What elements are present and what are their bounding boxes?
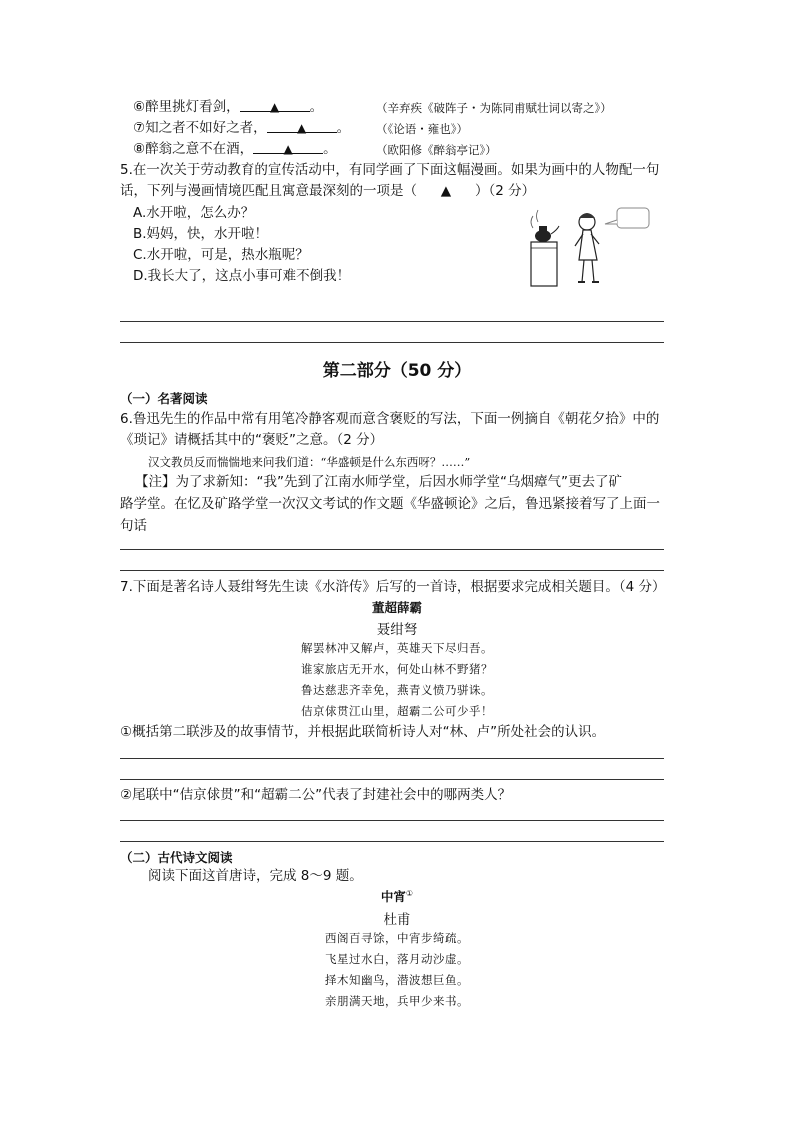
q5-option-d[interactable]: D.我长大了，这点小事可难不倒我！ [133, 268, 351, 284]
tang-poem-line: 亲朋满天地，兵甲少来书。 [325, 994, 469, 1008]
poem-line: 解罢林冲又解卢，英雄天下尽归吾。 [301, 641, 493, 655]
cartoon-illustration [525, 200, 655, 295]
answer-line [120, 779, 664, 780]
q5-line1: 5.在一次关于劳动教育的宣传活动中，有同学画了下面这幅漫画。如果为画中的人物配一句 [120, 162, 660, 178]
item-after: 。 [309, 99, 324, 115]
item-after: 。 [323, 141, 337, 157]
section2-title: （二）古代诗文阅读 [120, 850, 233, 865]
answer-blank[interactable] [253, 139, 323, 154]
answer-line [120, 758, 664, 759]
tang-poem-title: 中宵① [380, 888, 414, 904]
part2-title: 第二部分（50 分） [322, 361, 472, 381]
triangle-icon: ▲ [283, 142, 293, 156]
item-before: 醉翁之意不在酒， [145, 141, 254, 157]
q7-intro: 7.下面是著名诗人聂绀弩先生读《水浒传》后写的一首诗，根据要求完成相关题目。（4 分） [120, 579, 666, 595]
answer-line [120, 342, 664, 343]
answer-line [120, 820, 664, 821]
q6-line2: 《琐记》请概括其中的“褒贬”之意。（2 分） [120, 432, 384, 448]
answer-blank[interactable] [240, 97, 310, 112]
poem-author: 聂绀弩 [376, 622, 418, 638]
triangle-icon: ▲ [296, 121, 307, 135]
poem-line: 谁家旅店无开水，何处山林不野猪？ [301, 662, 493, 676]
item-num: ⑥ [133, 99, 146, 115]
fill-item-6 [133, 97, 323, 117]
section1-title: （一）名著阅读 [120, 391, 208, 406]
item-num: ⑦ [133, 120, 146, 136]
poem-line: 佶京俅贯江山里，超霸二公可少乎！ [301, 704, 493, 718]
q6-line1: 6.鲁迅先生的作品中常有用笔冷静客观而意含褒贬的写法，下面一例摘自《朝花夕拾》中的 [120, 411, 660, 427]
q5-line2: 话，下列与漫画情境匹配且寓意最深刻的一项是（ ▲ ）（2 分） [120, 183, 536, 199]
fill-source-6: （辛弃疾《破阵子・为陈同甫赋壮词以寄之》） [376, 101, 612, 115]
triangle-icon: ▲ [269, 100, 280, 114]
q7-sub2: ②尾联中“佶京俅贯”和“超霸二公”代表了封建社会中的哪两类人？ [120, 787, 512, 803]
poem-title: 董超薛霸 [371, 600, 422, 615]
answer-line [120, 570, 664, 571]
q6-note3: 句话 [120, 518, 147, 534]
answer-line [120, 549, 664, 550]
q5-option-c[interactable]: C.水开啦，可是，热水瓶呢？ [133, 247, 309, 263]
fill-item-7 [133, 118, 350, 138]
q7-sub1: ①概括第二联涉及的故事情节，并根据此联简析诗人对“林、卢”所处社会的认识。 [120, 724, 606, 740]
q6-note2: 路学堂。在忆及矿路学堂一次汉文考试的作文题《华盛顿论》之后，鲁迅紧接着写了上面一 [120, 496, 660, 512]
answer-line [120, 841, 664, 842]
tang-poem-line: 西阁百寻馀，中宵步绮疏。 [325, 931, 469, 945]
tang-poem-line: 择木知幽鸟，潜波想巨鱼。 [325, 973, 469, 987]
answer-blank[interactable] [267, 118, 337, 133]
item-before: 醉里挑灯看剑， [145, 99, 240, 115]
triangle-icon: ▲ [440, 183, 452, 199]
fill-source-7: （《论语・雍也》） [376, 122, 468, 136]
fill-source-8: （欧阳修《醉翁亭记》） [376, 143, 497, 157]
q6-note1: 【注】为了求新知：“我”先到了江南水师学堂，后因水师学堂“乌烟瘴气”更去了矿 [135, 474, 622, 490]
tang-poem-line: 飞星过水白，落月动沙虚。 [325, 952, 469, 966]
tang-poem-author: 杜甫 [383, 912, 411, 928]
item-before: 知之者不如好之者， [145, 120, 267, 136]
q5-option-a[interactable]: A.水开啦，怎么办？ [133, 205, 255, 221]
answer-line [120, 321, 664, 322]
item-num: ⑧ [133, 141, 146, 157]
section2-intro: 阅读下面这首唐诗，完成 8～9 题。 [148, 868, 363, 884]
poem-line: 鲁达慈悲齐幸免，燕青义愤乃骈诛。 [301, 683, 493, 697]
item-after: 。 [336, 120, 351, 136]
footnote-marker: ① [405, 888, 414, 898]
fill-item-8 [133, 139, 337, 159]
q6-quote: 汉文教员反而惴惴地来问我们道：“华盛顿是什么东西呀？……” [148, 455, 471, 469]
q5-option-b[interactable]: B.妈妈，快，水开啦！ [133, 226, 269, 242]
